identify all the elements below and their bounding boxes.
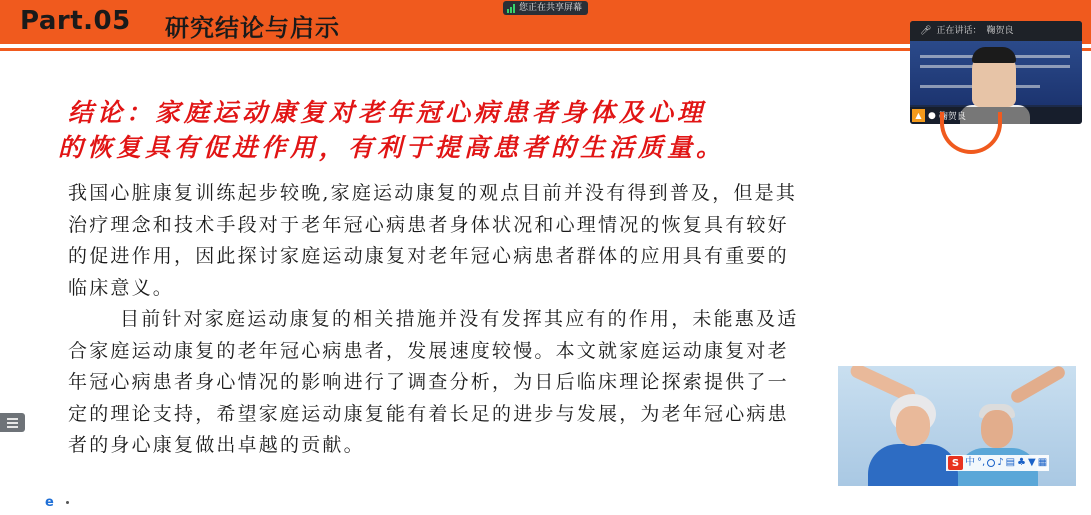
person-icon: ▲ — [912, 109, 925, 122]
body-text — [68, 178, 808, 462]
mic-small-icon: ● — [928, 110, 936, 121]
ime-mode-toggle[interactable]: 中 — [965, 457, 975, 468]
mic-icon: 🎤︎ — [920, 26, 932, 36]
speaker-video-window[interactable] — [910, 21, 1082, 124]
grid-icon[interactable]: ▦ — [1037, 457, 1048, 468]
screen-share-indicator[interactable] — [503, 1, 588, 15]
keyboard-icon[interactable]: ▤ — [1005, 457, 1016, 468]
speaker-hair — [972, 47, 1016, 63]
conclusion-line-1: 结论：家庭运动康复对老年冠心病患者身体及心理 — [68, 98, 707, 127]
signal-bars-icon — [507, 4, 515, 13]
dropdown-dot-icon[interactable] — [66, 501, 69, 504]
speaking-label: 正在讲话： — [936, 26, 982, 36]
ime-punct-toggle[interactable]: °, — [977, 457, 986, 468]
mic-icon[interactable]: ♪ — [997, 457, 1004, 468]
speaking-indicator — [910, 21, 1082, 41]
shirt-icon[interactable]: ▼ — [1028, 457, 1036, 468]
decorative-orange-shape — [940, 112, 1002, 154]
slide-menu-handle-icon[interactable] — [0, 413, 25, 432]
share-status-text: 您正在共享屏幕 — [519, 3, 583, 13]
section-title: 研究结论与启示 — [165, 14, 340, 42]
body-paragraph-1: 我国心脏康复训练起步较晚,家庭运动康复的观点目前并没有得到普及，但是其治疗理念和技术手段对于老年冠心病患者身体状况和心理情况的恢复具有较好的促进作用，因此探讨家庭运动康复对老年冠心病患者群体的应用具有重要的临床意义。 — [68, 182, 798, 299]
participant-name: 鞠贺良 — [938, 112, 966, 122]
sogou-logo-icon[interactable]: S — [948, 456, 963, 470]
skin-icon[interactable]: ♣ — [1017, 457, 1026, 468]
part-label: Part.05 — [20, 6, 131, 36]
browser-e-icon[interactable]: e — [45, 495, 54, 510]
body-paragraph-2: 目前针对家庭运动康复的相关措施并没有发挥其应有的作用，未能惠及适合家庭运动康复的老年冠心病患者，发展速度较慢。本文就家庭运动康复对老年冠心病患者身心情况的影响进行了调查分析，为日后临床理论探索提供了一定的理论支持，希望家庭运动康复能有着长足的进步与发展，为老年冠心病患者的身心康复做出卓越的贡献。 — [68, 308, 799, 456]
speaker-name: 鞠贺良 — [986, 26, 1014, 36]
conclusion-line-2: 的恢复具有促进作用，有利于提高患者的生活质量。 — [58, 133, 726, 162]
ime-toolbar[interactable] — [946, 455, 1049, 471]
emoji-icon[interactable] — [987, 459, 995, 467]
conclusion-text — [58, 95, 838, 165]
